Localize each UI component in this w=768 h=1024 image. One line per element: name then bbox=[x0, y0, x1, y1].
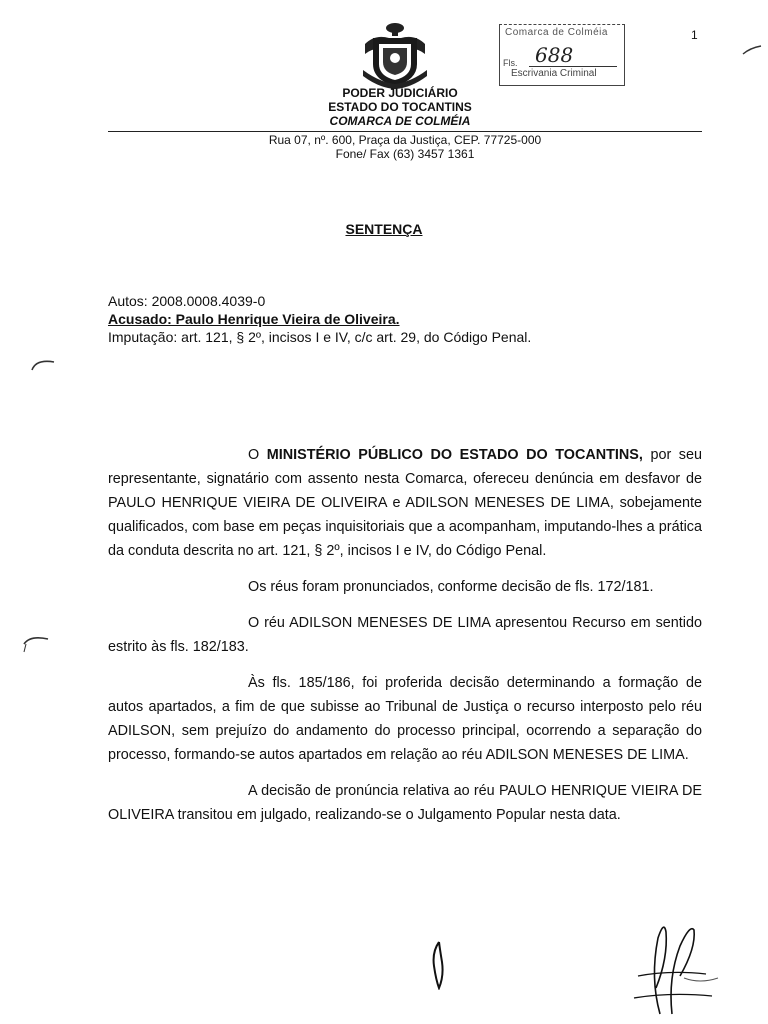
case-number: Autos: 2008.0008.4039-0 bbox=[108, 293, 266, 309]
header-line-3: COMARCA DE COLMÉIA bbox=[329, 114, 471, 128]
header-divider bbox=[108, 131, 702, 132]
punch-mark-icon bbox=[22, 632, 50, 654]
court-header bbox=[250, 86, 550, 128]
punch-mark-icon bbox=[30, 356, 56, 372]
page-stamp bbox=[499, 24, 625, 86]
case-info bbox=[108, 292, 708, 346]
paragraph-4: Às fls. 185/186, foi proferida decisão determinando a formação de autos apartados, a fim de que subisse ao Tribunal de Justiça o recurso interposto pelo réu ADILSON, sem prejuízo do andamento do processo principal, ocorrendo a separação do processo, formando-se autos apartados em relação ao réu ADILSON MENESES DE LIMA. bbox=[108, 675, 702, 763]
header-line-2: ESTADO DO TOCANTINS bbox=[328, 100, 472, 114]
page-number: 1 bbox=[691, 28, 698, 42]
corner-mark-icon bbox=[742, 44, 762, 56]
header-line-1: PODER JUDICIÁRIO bbox=[342, 86, 458, 100]
imputation: Imputação: art. 121, § 2º, incisos I e IV, c/c art. 29, do Código Penal. bbox=[108, 329, 532, 345]
sentence-body bbox=[108, 443, 702, 839]
paragraph-5: A decisão de pronúncia relativa ao réu PAULO HENRIQUE VIEIRA DE OLIVEIRA transitou em julgado, realizando-se o Julgamento Popular nesta data. bbox=[108, 783, 702, 823]
paragraph-1-bold: MINISTÉRIO PÚBLICO DO ESTADO DO TOCANTINS, bbox=[266, 447, 643, 463]
stamp-office-name: Escrivania Criminal bbox=[511, 68, 597, 79]
phone-line: Fone/ Fax (63) 3457 1361 bbox=[335, 147, 475, 161]
stamp-page-value: 688 bbox=[535, 43, 574, 67]
stamp-court-name: Comarca de Colméia bbox=[505, 27, 608, 38]
document-title: SENTENÇA bbox=[345, 221, 423, 237]
paragraph-2: Os réus foram pronunciados, conforme decisão de fls. 172/181. bbox=[248, 579, 654, 595]
judge-signature-icon bbox=[620, 918, 724, 1018]
paragraph-1-prefix: O bbox=[248, 447, 267, 463]
accused-name: Acusado: Paulo Henrique Vieira de Oliveira. bbox=[108, 311, 400, 327]
court-address bbox=[200, 133, 610, 161]
stamp-underline bbox=[529, 66, 617, 67]
coat-of-arms-icon bbox=[359, 20, 431, 90]
handwritten-initial-icon bbox=[428, 940, 450, 990]
paragraph-1-rest: por seu representante, signatário com assento nesta Comarca, ofereceu denúncia em desfavor de PAULO HENRIQUE VIEIRA DE OLIVEIRA e ADILSON MENESES DE LIMA, sobejamente qualificados, com base em peças inquisitoriais que a acompanham, imputando-lhes a prática da conduta descrita no art. 121, § 2º, incisos I e IV, do Código Penal. bbox=[108, 447, 703, 559]
paragraph-1 bbox=[108, 443, 702, 563]
paragraph-3: O réu ADILSON MENESES DE LIMA apresentou Recurso em sentido estrito às fls. 182/183. bbox=[108, 615, 702, 655]
stamp-fls-label: Fls. bbox=[503, 58, 518, 68]
address-line: Rua 07, nº. 600, Praça da Justiça, CEP. 77725-000 bbox=[268, 133, 542, 147]
